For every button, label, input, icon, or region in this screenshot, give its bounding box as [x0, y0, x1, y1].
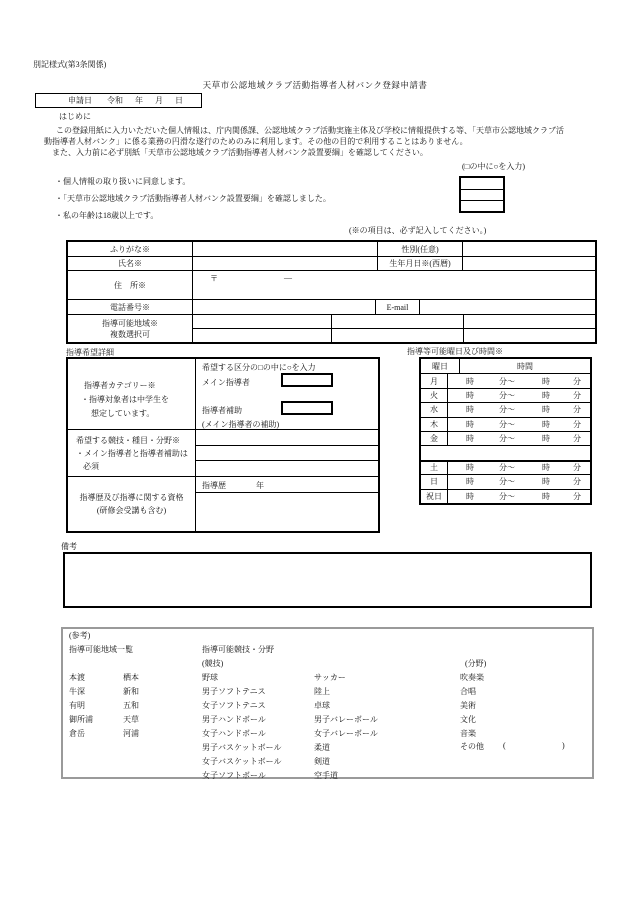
time-unit-label: 時	[542, 376, 550, 386]
reference-field: 合唱	[460, 687, 476, 696]
reference-sports-label: 指導可能競技・分野	[202, 645, 274, 654]
reference-field: 音楽	[460, 729, 476, 738]
coaching-years-field[interactable]	[196, 477, 378, 493]
time-field-friday[interactable]	[448, 432, 590, 445]
name-label: 氏名※	[118, 259, 142, 268]
reference-sport: 卓球	[314, 701, 330, 710]
time-unit-label: 時	[542, 419, 550, 429]
main-instructor-label: メイン指導者	[202, 378, 250, 387]
availability-table	[419, 357, 592, 505]
time-unit-label: 時	[466, 390, 474, 400]
time-unit-label: 時	[542, 434, 550, 444]
time-field-sunday[interactable]	[448, 475, 590, 488]
time-unit-label: 時	[542, 491, 550, 501]
birthdate-field[interactable]	[462, 257, 595, 270]
time-field-saturday[interactable]	[448, 462, 590, 474]
area-choice-field-2[interactable]	[331, 315, 463, 328]
instructor-category-cell	[195, 359, 378, 429]
reference-sports-column-2	[314, 671, 378, 783]
reference-area: 本渡	[69, 673, 85, 682]
desired-sport-note: ・メイン指導者と指導者補助は	[76, 449, 188, 458]
day-column-header: 曜日	[421, 359, 460, 373]
remarks-field[interactable]	[63, 552, 592, 608]
day-label-holiday: 祝日	[421, 490, 448, 503]
time-unit-label: 時	[542, 405, 550, 415]
reference-area-list-label: 指導可能地域一覧	[69, 645, 133, 654]
coaching-qualification-field[interactable]	[196, 493, 378, 531]
category-circle-instruction: 希望する区分の□の中に○を入力	[202, 363, 316, 372]
reference-sports-column-1	[202, 671, 281, 783]
reference-sport: 剣道	[314, 757, 330, 766]
time-field-wednesday[interactable]	[448, 403, 590, 416]
time-unit-label: 時	[466, 419, 474, 429]
time-unit-label: 時	[466, 477, 474, 487]
intro-heading: はじめに	[59, 112, 91, 121]
reference-sport: 女子バレーボール	[314, 729, 378, 738]
reference-area: 倉岳	[69, 729, 85, 738]
time-column-header: 時間	[517, 361, 533, 371]
time-unit-label: 分～	[499, 463, 515, 473]
area-choice-field-1[interactable]	[193, 315, 331, 328]
applicant-info-table	[66, 240, 597, 344]
desired-sport-field-2[interactable]	[196, 446, 378, 460]
instructor-category-note: 想定しています。	[91, 409, 155, 418]
reference-field-subheading: (分野)	[465, 659, 487, 668]
reference-sport: 野球	[202, 673, 218, 682]
gender-label: 性別(任意)	[377, 242, 462, 256]
reference-area: 牛深	[69, 687, 85, 696]
desired-sport-field-3[interactable]	[196, 461, 378, 476]
time-unit-label: 時	[466, 405, 474, 415]
intro-line: この登録用紙に入力いただいた個人情報は、庁内関係課、公認地域クラブ活動実施主体及び学校に情報提供する等、「天草市公認地域クラブ活	[56, 126, 564, 135]
reference-sport: 女子バスケットボール	[202, 757, 282, 766]
intro-paragraph	[44, 125, 604, 158]
time-unit-label: 分～	[499, 491, 515, 501]
reference-sport: 女子ソフトテニス	[202, 701, 266, 710]
time-unit-label: 時	[466, 376, 474, 386]
reference-other-label: その他	[460, 742, 484, 751]
application-date-part: 月	[155, 96, 163, 105]
consent-statement: ・私の年齢は18歳以上です。	[55, 211, 159, 220]
availability-separator-row	[421, 445, 590, 459]
desired-sport-label: 希望する競技・種目・分野※	[76, 436, 180, 445]
coaching-years-label: 指導歴	[202, 481, 226, 490]
consent-statements	[55, 176, 331, 227]
day-label-sunday: 日	[421, 475, 448, 488]
assistant-label: 指導者補助	[202, 406, 242, 415]
coaching-history-sublabel: (研修会受講も含む)	[96, 506, 167, 515]
day-label-friday: 金	[421, 432, 448, 445]
day-label-tuesday: 火	[421, 389, 448, 402]
consent-statement: ・個人情報の取り扱いに同意します。	[55, 177, 191, 186]
time-unit-label: 分	[573, 390, 581, 400]
reference-field: 美術	[460, 701, 476, 710]
time-unit-label: 分	[573, 419, 581, 429]
reference-area: 有明	[69, 701, 85, 710]
day-label-saturday: 土	[421, 462, 448, 474]
gender-field[interactable]	[462, 242, 595, 256]
application-date-box[interactable]	[35, 93, 202, 108]
reference-sport: 男子バスケットボール	[202, 743, 282, 752]
time-unit-label: 分～	[499, 419, 515, 429]
reference-areas-column-2	[123, 671, 139, 741]
day-label-wednesday: 水	[421, 403, 448, 416]
time-unit-label: 分～	[499, 376, 515, 386]
time-unit-label: 分	[573, 463, 581, 473]
application-date-part: 日	[175, 96, 183, 105]
consent-checkbox-privacy[interactable]	[461, 178, 503, 189]
time-field-tuesday[interactable]	[448, 389, 590, 402]
application-date-part: 申請日	[68, 96, 92, 105]
intro-line: 動指導者人材バンク」に係る業務の円滑な遂行のためのみに利用します。その他の目的で利用することはありません。	[44, 137, 468, 146]
consent-checkbox-age[interactable]	[461, 200, 503, 211]
email-label: E-mail	[375, 300, 419, 314]
consent-statement: ・「天草市公認地域クラブ活動指導者人材バンク設置要綱」を確認しました。	[55, 194, 331, 203]
time-unit-label: 分～	[499, 405, 515, 415]
reference-fields-column	[460, 671, 484, 741]
time-unit-label: 分	[573, 405, 581, 415]
reference-area: 天草	[123, 715, 139, 724]
time-unit-label: 分～	[499, 390, 515, 400]
time-field-holiday[interactable]	[448, 490, 590, 503]
reference-other-paren-open: (	[503, 741, 506, 750]
availability-section-title: 指導等可能曜日及び時間※	[407, 347, 503, 356]
name-field[interactable]	[192, 257, 377, 270]
reference-field: 文化	[460, 715, 476, 724]
time-unit-label: 時	[466, 434, 474, 444]
time-field-monday[interactable]	[448, 374, 590, 387]
time-unit-label: 時	[466, 463, 474, 473]
email-field[interactable]	[419, 300, 595, 314]
time-unit-label: 分	[573, 434, 581, 444]
reference-sport: 柔道	[314, 743, 330, 752]
intro-line: また、入力前に必ず別紙「天草市公認地域クラブ活動指導者人材バンク設置要綱」を確認してください。	[52, 148, 428, 157]
reference-title: (参考)	[69, 631, 91, 640]
time-unit-label: 時	[542, 390, 550, 400]
birthdate-label: 生年月日※(西暦)	[377, 257, 462, 270]
phone-label: 電話番号※	[110, 302, 150, 312]
reference-sport: 男子ソフトテニス	[202, 687, 266, 696]
area-choice-field-4[interactable]	[193, 329, 331, 342]
teachable-area-sublabel: 複数選択可	[110, 329, 150, 339]
area-choice-field-5[interactable]	[331, 329, 463, 342]
instructor-category-label: 指導者カテゴリー※	[84, 381, 156, 390]
day-label-monday: 月	[421, 374, 448, 387]
reference-sports-subheading: (競技)	[202, 659, 224, 668]
furigana-label: ふりがな※	[110, 244, 150, 254]
form-code: 別記様式(第3条関係)	[33, 60, 107, 69]
address-label: 住 所※	[114, 280, 146, 290]
desired-sport-note: 必須	[83, 462, 99, 471]
required-fields-note: (※の項目は、必ず記入してください。)	[349, 226, 487, 235]
reference-sport: 空手道	[314, 771, 338, 780]
teachable-area-label: 指導可能地域※	[102, 318, 158, 328]
area-choice-field-3[interactable]	[463, 315, 595, 328]
coaching-years-suffix: 年	[256, 481, 264, 490]
time-unit-label: 分	[573, 491, 581, 501]
consent-checkbox-stack	[459, 176, 505, 213]
time-unit-label: 時	[542, 463, 550, 473]
reference-area: 河浦	[123, 729, 139, 738]
time-unit-label: 分～	[499, 434, 515, 444]
postal-code-dash: ―	[284, 273, 292, 282]
reference-area: 新和	[123, 687, 139, 696]
reference-sport: 陸上	[314, 687, 330, 696]
instructor-category-note: ・指導対象者は中学生を	[81, 395, 169, 404]
reference-sport: 女子ソフトボール	[202, 771, 266, 780]
reference-area: 御所浦	[69, 715, 93, 724]
page-title: 天草市公認地域クラブ活動指導者人材バンク登録申請書	[202, 80, 428, 90]
phone-field[interactable]	[192, 300, 375, 314]
time-unit-label: 分	[573, 477, 581, 487]
reference-area: 栖本	[123, 673, 139, 682]
consent-checkbox-guidelines[interactable]	[461, 189, 503, 200]
time-field-thursday[interactable]	[448, 418, 590, 431]
assistant-note: (メイン指導者の補助)	[202, 420, 280, 429]
time-unit-label: 時	[542, 477, 550, 487]
application-date-part: 年	[135, 96, 143, 105]
furigana-field[interactable]	[192, 242, 377, 256]
reference-sport: 男子バレーボール	[314, 715, 378, 724]
time-unit-label: 分～	[499, 477, 515, 487]
reference-sport: 女子ハンドボール	[202, 729, 266, 738]
reference-sport: サッカー	[314, 673, 346, 682]
remarks-label: 備考	[61, 542, 77, 551]
postal-code-mark: 〒	[210, 274, 218, 283]
reference-other-paren-close: )	[562, 741, 565, 750]
time-unit-label: 時	[466, 491, 474, 501]
assistant-checkbox[interactable]	[281, 401, 333, 415]
circle-instruction-note: (□の中に○を入力)	[462, 162, 525, 171]
application-date-part: 令和	[107, 96, 123, 105]
area-choice-field-6[interactable]	[463, 329, 595, 342]
coaching-history-label: 指導歴及び指導に関する資格	[79, 493, 184, 502]
reference-sport: 男子ハンドボール	[202, 715, 266, 724]
time-unit-label: 分	[573, 376, 581, 386]
day-label-thursday: 木	[421, 418, 448, 431]
reference-field: 吹奏楽	[460, 673, 484, 682]
wish-section-title: 指導希望詳細	[66, 348, 114, 357]
wish-detail-table	[66, 357, 380, 533]
desired-sport-field-1[interactable]	[196, 430, 378, 445]
reference-areas-column-1	[69, 671, 93, 741]
main-instructor-checkbox[interactable]	[281, 373, 333, 387]
address-field[interactable]	[192, 271, 595, 299]
reference-area: 五和	[123, 701, 139, 710]
